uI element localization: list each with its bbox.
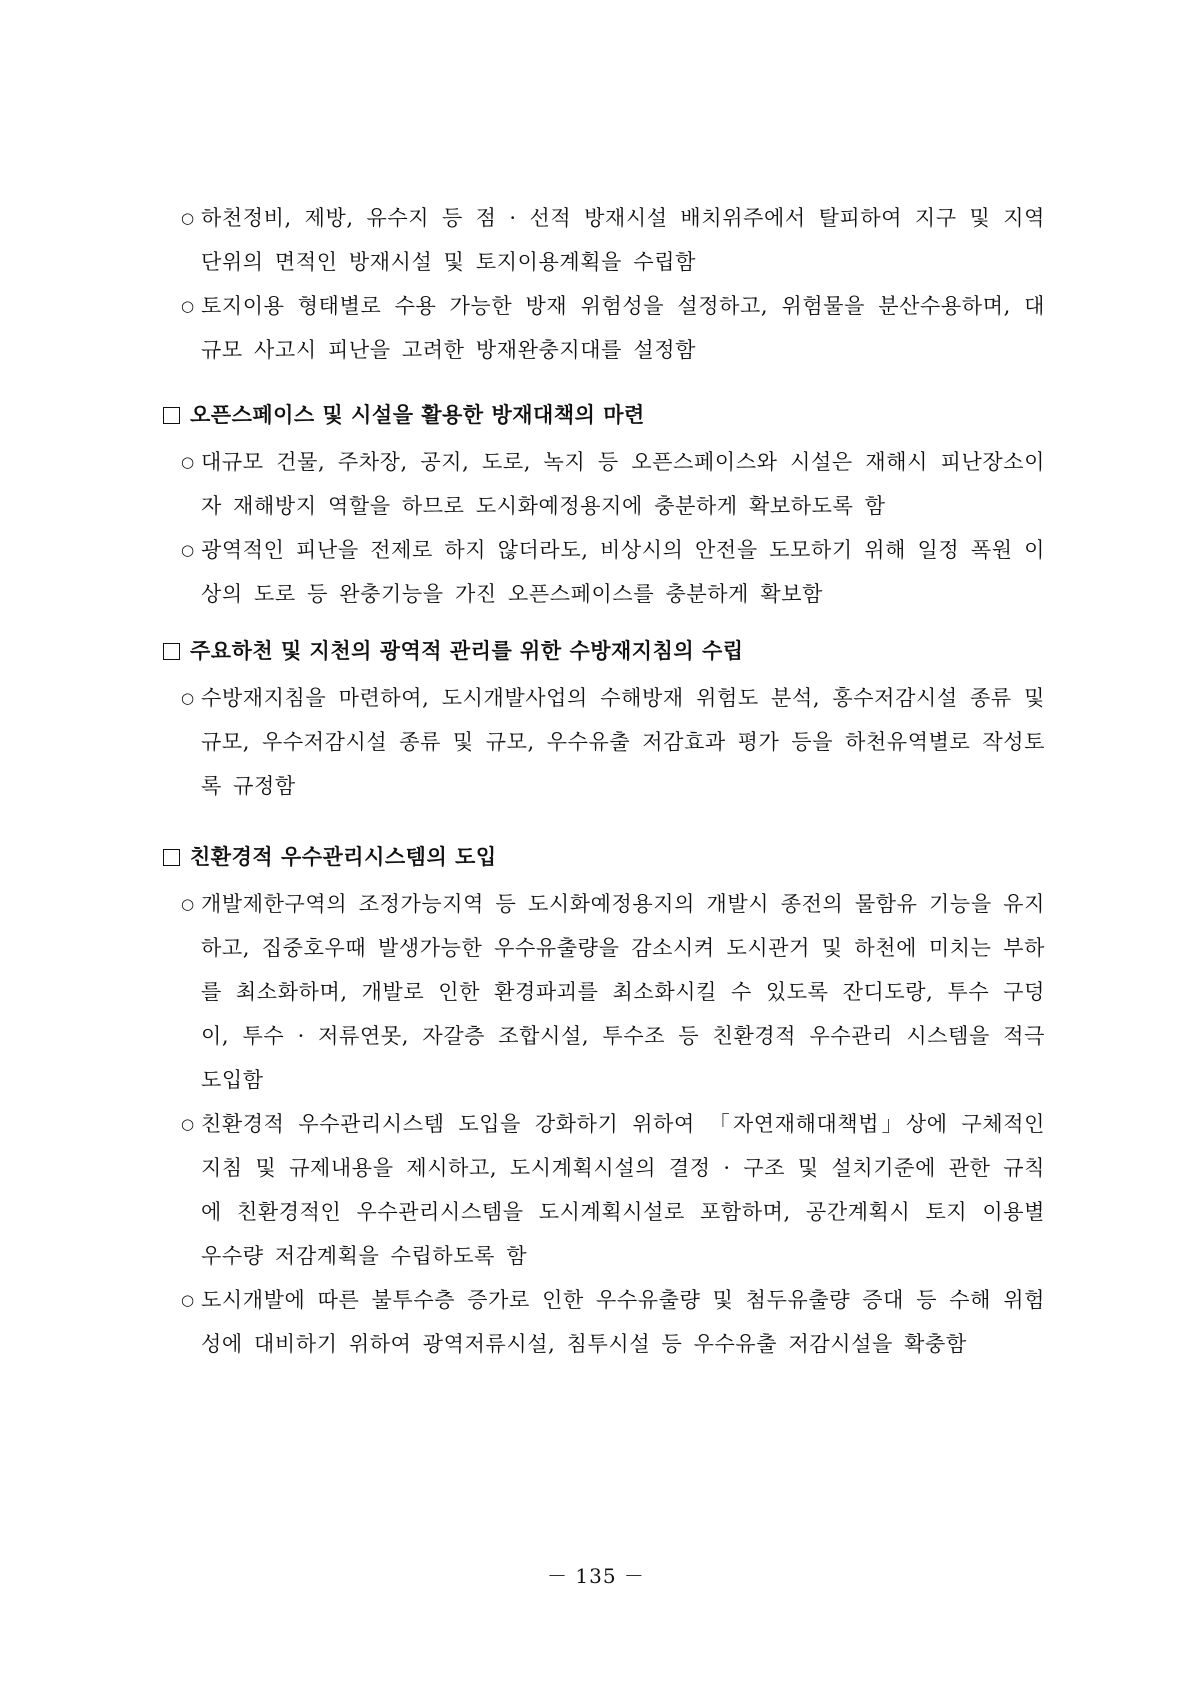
bullet-text: 친환경적 우수관리시스템 도입을 강화하기 위하여 「자연재해대책법」상에 구체적인 지침 및 규제내용을 제시하고, 도시계획시설의 결정 · 구조 및 설치기준에 관한 규칙에 친환경적인 우수관리시스템을 도시계획시설로 포함하며, 공간계획시 토지 이용별 우수량 저감계획을 수립하도록 함 bbox=[201, 1112, 1045, 1268]
document-body bbox=[165, 196, 1045, 1366]
section-heading bbox=[163, 842, 1045, 872]
bullet-circle-icon: ○ bbox=[181, 895, 195, 913]
bullet-item bbox=[165, 284, 1045, 372]
section-heading bbox=[163, 400, 1045, 430]
bullet-text: 도시개발에 따른 불투수층 증가로 인한 우수유출량 및 첨두유출량 증대 등 수해 위험성에 대비하기 위하여 광역저류시설, 침투시설 등 우수유출 저감시설을 확충함 bbox=[201, 1288, 1045, 1356]
bullet-item bbox=[165, 440, 1045, 528]
section-heading-text: 주요하천 및 지천의 광역적 관리를 위한 수방재지침의 수립 bbox=[190, 638, 744, 663]
checkbox-square-icon bbox=[163, 407, 180, 424]
bullet-item bbox=[165, 528, 1045, 616]
bullet-text: 개발제한구역의 조정가능지역 등 도시화예정용지의 개발시 종전의 물함유 기능을 유지하고, 집중호우때 발생가능한 우수유출량을 감소시켜 도시관거 및 하천에 미치는 부하를 최소화하며, 개발로 인한 환경파괴를 최소화시킬 수 있도록 잔디도랑, 투수 구덩이, 투수 · 저류연못, 자갈층 조합시설, 투수조 등 친환경적 우수관리 시스템을 적극 도입함 bbox=[201, 892, 1045, 1092]
bullet-item bbox=[165, 1102, 1045, 1278]
bullet-item bbox=[165, 882, 1045, 1102]
bullet-text: 수방재지침을 마련하여, 도시개발사업의 수해방재 위험도 분석, 홍수저감시설 종류 및 규모, 우수저감시설 종류 및 규모, 우수유출 저감효과 평가 등을 하천유역별로 작성토록 규정함 bbox=[201, 686, 1045, 798]
bullet-text: 토지이용 형태별로 수용 가능한 방재 위험성을 설정하고, 위험물을 분산수용하며, 대규모 사고시 피난을 고려한 방재완충지대를 설정함 bbox=[201, 294, 1045, 362]
section-heading-text: 오픈스페이스 및 시설을 활용한 방재대책의 마련 bbox=[190, 402, 645, 427]
bullet-text: 광역적인 피난을 전제로 하지 않더라도, 비상시의 안전을 도모하기 위해 일정 폭원 이상의 도로 등 완충기능을 가진 오픈스페이스를 충분하게 확보함 bbox=[201, 538, 1045, 606]
bullet-item bbox=[165, 1278, 1045, 1366]
section-heading-text: 친환경적 우수관리시스템의 도입 bbox=[190, 844, 497, 869]
bullet-text: 대규모 건물, 주차장, 공지, 도로, 녹지 등 오픈스페이스와 시설은 재해시 피난장소이자 재해방지 역할을 하므로 도시화예정용지에 충분하게 확보하도록 함 bbox=[201, 450, 1045, 518]
section-open-space bbox=[165, 400, 1045, 616]
bullet-circle-icon: ○ bbox=[181, 297, 195, 315]
bullet-item bbox=[165, 196, 1045, 284]
bullet-text: 하천정비, 제방, 유수지 등 점 · 선적 방재시설 배치위주에서 탈피하여 지구 및 지역 단위의 면적인 방재시설 및 토지이용계획을 수립함 bbox=[201, 206, 1045, 274]
bullet-circle-icon: ○ bbox=[181, 541, 195, 559]
section-river-management bbox=[165, 636, 1045, 808]
section-intro bbox=[165, 196, 1045, 372]
bullet-circle-icon: ○ bbox=[181, 209, 195, 227]
checkbox-square-icon bbox=[163, 849, 180, 866]
section-stormwater-system bbox=[165, 842, 1045, 1366]
bullet-circle-icon: ○ bbox=[181, 1291, 195, 1309]
section-heading bbox=[163, 636, 1045, 666]
page-number: － 135 － bbox=[547, 1564, 645, 1588]
bullet-circle-icon: ○ bbox=[181, 689, 195, 707]
bullet-circle-icon: ○ bbox=[181, 1115, 195, 1133]
bullet-item bbox=[165, 676, 1045, 808]
bullet-circle-icon: ○ bbox=[181, 453, 195, 471]
checkbox-square-icon bbox=[163, 643, 180, 660]
